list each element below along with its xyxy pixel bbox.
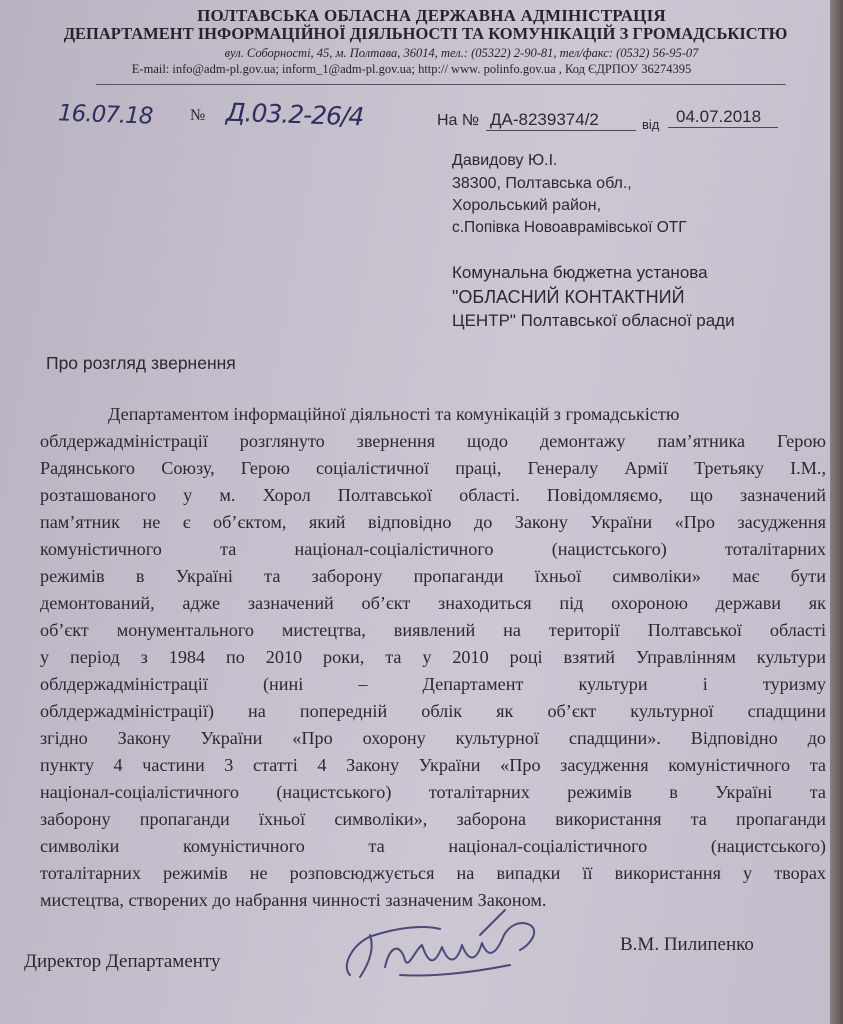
reference-label: На № [437, 112, 480, 129]
header-address: вул. Соборності, 45, м. Полтава, 36014, тел.: (05322) 2-90-81, тел/факс: (0532) 56-95-07 [224, 46, 699, 60]
body-line: Департаментом інформаційної діяльності та комунікацій з громадськістю [108, 404, 680, 424]
body-line: об’єкт монументального мистецтва, виявлений на території Полтавської області [40, 620, 826, 640]
body-line: згідно Закону України «Про охорону культурної спадщини». Відповідно до [40, 728, 826, 748]
reference-date: 04.07.2018 [676, 107, 762, 126]
body-line: тоталітарних режимів не розповсюджується на випадки її використання у творах [40, 863, 826, 883]
body-line: розташованого у м. Хорол Полтавської області. Повідомляємо, що зазначений [40, 485, 826, 505]
body-line: режимів в Україні та заборону пропаганди їхньої символіки» має бути [40, 566, 826, 586]
body-line: мистецтва, створених до набрання чинності зазначеним Законом. [40, 890, 547, 910]
body-line: облдержадміністрації) на попередній облік як об’єкт культурної спадщини [40, 701, 826, 721]
body-line: пункту 4 частини 3 статті 4 Закону України «Про засудження комуністичного та [40, 755, 826, 775]
recipient-address-line: 38300, Полтавська обл., [452, 175, 632, 192]
header-department: ДЕПАРТАМЕНТ ІНФОРМАЦІЙНОЇ ДІЯЛЬНОСТІ ТА КОМУНІКАЦІЙ З ГРОМАДСЬКІСТЮ [63, 24, 788, 43]
header-administration: ПОЛТАВСЬКА ОБЛАСНА ДЕРЖАВНА АДМІНІСТРАЦІЯ [197, 6, 666, 25]
reference-date-underline [668, 127, 778, 128]
registration-number-handwritten: Д.03.2-26/4 [225, 97, 364, 132]
recipient-address-line: Хорольський район, [452, 197, 602, 214]
body-line: облдержадміністрації розглянуто звернення щодо демонтажу пам’ятника Герою [40, 431, 826, 451]
registration-number-sign: № [190, 107, 206, 124]
body-line: заборону пропаганди їхньої символіки», заборона використання та пропаганди [40, 809, 826, 829]
recipient-organization-line: "ОБЛАСНИЙ КОНТАКТНИЙ [452, 287, 685, 307]
signatory-title: Директор Департаменту [24, 951, 221, 972]
body-line: у період з 1984 по 2010 роки, та у 2010 році взятий Управлінням культури [40, 647, 826, 667]
body-line: пам’ятник не є об’єктом, який відповідно до Закону України «Про засудження [40, 512, 826, 532]
signatory-name: В.М. Пилипенко [620, 934, 754, 955]
letter-subject: Про розгляд звернення [46, 353, 236, 373]
recipient-organization-line: Комунальна бюджетна установа [452, 263, 708, 282]
recipient-address-line: с.Попівка Новоаврамівської ОТГ [452, 219, 687, 236]
header-contacts: E-mail: info@adm-pl.gov.ua; inform_1@adm-pl.gov.ua; http:// www. polinfo.gov.ua , Код ЄДРПОУ 36274395 [131, 62, 692, 76]
recipient-organization-line: ЦЕНТР" Полтавської обласної ради [452, 311, 735, 330]
reference-date-label: від [642, 117, 660, 132]
body-line: Радянського Союзу, Герою соціалістичної праці, Генералу Армії Третьяку І.М., [40, 458, 826, 478]
body-line: символіки комуністичного та націонал-соціалістичного (нацистського) [40, 836, 826, 856]
header-divider [96, 84, 786, 85]
body-line: облдержадміністрації (нині – Департамент культури і туризму [40, 674, 826, 694]
recipient-name: Давидову Ю.І. [452, 152, 558, 169]
reference-number-underline [486, 130, 636, 131]
handwritten-signature [330, 905, 590, 995]
background-edge [830, 0, 843, 1024]
body-line: демонтований, адже зазначений об’єкт знаходиться під охороною держави як [40, 593, 826, 613]
registration-date-handwritten: 16.07.18 [57, 100, 153, 130]
reference-number: ДА-8239374/2 [490, 110, 599, 129]
body-line: націонал-соціалістичного (нацистського) тоталітарних режимів в Україні та [40, 782, 826, 802]
body-line: комуністичного та націонал-соціалістичного (нацистського) тоталітарних [40, 539, 826, 559]
